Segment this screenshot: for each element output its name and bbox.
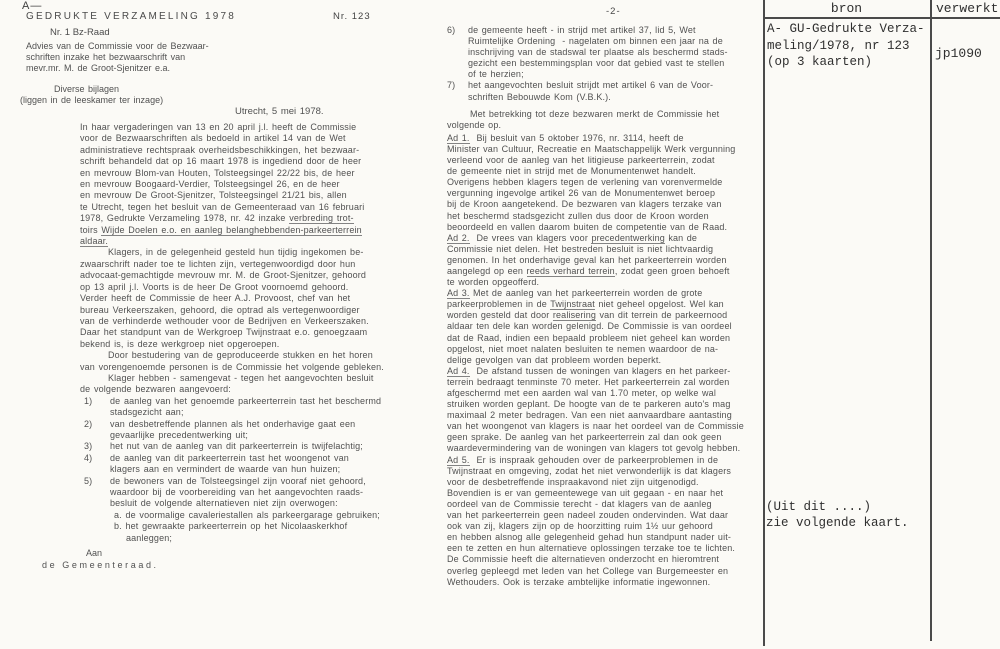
text-line: zie volgende kaart. xyxy=(766,515,909,530)
text-line: Wethouders. Ook is terzake ambtelijke informatie ingewonnen. xyxy=(447,576,711,587)
text-line: gevaarlijke precedentwerking uit; xyxy=(110,429,249,440)
text-line: Twijnstraat en omgeving, zodat het niet verwonderlijk is dat klagers xyxy=(447,465,732,476)
page1-body-text xyxy=(80,122,410,544)
text-line: 4) de aanleg van dit parkeerterrein tast het woongenot van xyxy=(84,452,349,463)
list-number: 2) xyxy=(84,418,93,429)
verwerkt-column-header: verwerkt xyxy=(936,1,999,16)
card-subtitle: Nr. 1 Bz-Raad xyxy=(50,27,110,38)
text-line: administratieve rechtspraak overheidsbeschikkingen, het bezwaar- xyxy=(80,144,360,155)
advies-block xyxy=(26,41,209,73)
text-line: afgeschermd met een aarden wal van 1.70 meter, op welke wal xyxy=(447,388,716,398)
text-line: van het woongenot van klagers is naar het oordeel van de Commissie xyxy=(447,421,744,432)
text-line: overleg gepleegd met leden van het College van Burgemeester en xyxy=(447,565,729,576)
text-line: bekend is, is deze werkgroep niet opgeroepen. xyxy=(80,338,280,349)
text-line: Ad 5. Er is inspraak gehouden over de parkeerproblemen in de xyxy=(447,454,719,465)
text-line: beoordeeld en vallen daarom buiten de competentie van de Raad. xyxy=(447,221,728,232)
list-number: 1) xyxy=(84,395,93,406)
text-line: bij de Kroon aangetekend. De bezwaren van klagers terzake van xyxy=(447,199,722,210)
underlined-text: verbreding trot- xyxy=(289,213,354,224)
text-line: oordeel van de Commissie terecht - dat klagers van de aanleg xyxy=(447,498,712,509)
text-line: meling/1978, nr 123 xyxy=(767,38,910,53)
underlined-text: Ad 4. xyxy=(447,365,470,376)
text-line: worden gesteld dat door realisering van dit terrein de parkeernood xyxy=(447,310,728,321)
text-line: Door bestudering van de geproduceerde stukken en het horen xyxy=(108,350,373,361)
text-line: Ad 3. Met de aanleg van het parkeerterrein worden de grote xyxy=(447,288,703,299)
text-line: volgende op. xyxy=(447,119,502,130)
underlined-text: Wijde Doelen e.o. en aanleg belanghebbenden-parkeerterrein xyxy=(101,224,362,235)
list-number: 4) xyxy=(84,452,93,463)
text-line: 3) het nut van de aanleg van dit parkeerterrein is twijfelachtig; xyxy=(84,441,363,452)
closing-aan: Aan xyxy=(86,548,103,558)
underlined-text: reeds verhard terrein xyxy=(526,265,615,276)
text-line: vergunning ingevolge artikel 26 van de Monumentenwet beroep xyxy=(447,188,716,199)
bijlagen-block xyxy=(20,84,163,106)
dateline: Utrecht, 5 mei 1978. xyxy=(235,106,324,117)
text-line: parkeerproblemen in de Twijnstraat niet geheel opgelost. Wel kan xyxy=(447,299,724,310)
text-line: Met betrekking tot deze bezwaren merkt de Commissie het xyxy=(470,108,720,119)
text-line: bureau Verkeerszaken, gehoord, die optrad als vertegenwoordiger xyxy=(80,304,360,315)
text-line: toirs Wijde Doelen e.o. en aanleg belanghebbenden-parkeerterrein xyxy=(80,224,362,235)
text-line: (liggen in de leeskamer ter inzage) xyxy=(20,94,164,105)
text-line: Minister van Cultuur, Recreatie en Maatschappelijk Werk vergunning xyxy=(447,143,736,154)
text-line: Ruimtelijke Ordening - nagelaten om binnen een jaar na de xyxy=(468,36,723,47)
text-line: Klager hebben - samengevat - tegen het aangevochten besluit xyxy=(108,372,374,383)
text-line: mevr.mr. M. de Groot-Sjenitzer e.a. xyxy=(26,62,171,73)
text-line xyxy=(80,236,410,247)
text-line: voor de desbetreffende inspraakavond niet zijn uitgenodigd. xyxy=(447,476,699,487)
page2-body-text xyxy=(447,25,767,588)
text-line: 1) de aanleg van het genoemde parkeerterrein tast het beschermd xyxy=(84,395,382,406)
bron-column-header: bron xyxy=(830,1,863,16)
text-line: schriften inzake het bezwaarschrift van xyxy=(26,51,186,62)
underlined-text: Ad 1. xyxy=(447,132,470,143)
text-line: advocaat-gemachtigde mevrouw mr. M. de Groot-Sjenitzer, gehoord xyxy=(80,270,367,281)
underlined-text: Twijnstraat xyxy=(550,299,595,310)
text-line: gezicht een bestemmingsplan voor dat gebied vast te stellen xyxy=(468,58,725,69)
series-mark: A— xyxy=(22,0,43,12)
text-line: Klagers, in de gelegenheid gesteld hun tijdig ingekomen be- xyxy=(108,247,364,258)
text-line: en mevrouw De Groot-Sjenitzer, Tolsteegsingel 21/21 bis, allen xyxy=(80,190,347,201)
text-line: 6) de gemeente heeft - in strijd met artikel 37, lid 5, Wet xyxy=(447,25,696,35)
underlined-text: realisering xyxy=(552,310,597,321)
text-line: de gemeente niet in strijd met de Monumentenwet handelt. xyxy=(447,166,696,177)
register-divider-left xyxy=(763,0,765,646)
text-line: aangelegd op een reeds verhard terrein, zodat geen groen behoeft xyxy=(447,265,730,276)
list-number: 7) xyxy=(447,80,456,91)
text-line: De Commissie heeft die alternatieven onderzocht en hieromtrent xyxy=(447,554,720,565)
text-line: Advies van de Commissie voor de Bezwaar- xyxy=(26,41,209,51)
closing-gemeenteraad: de Gemeenteraad. xyxy=(42,560,159,570)
text-line: Overigens hebben klagers tegen de verlening van vorenvermelde xyxy=(447,177,723,188)
text-line: of te herzien; xyxy=(468,69,524,80)
text-line: en mevrouw Boogaard-Verdier, Tolsteegsingel 26, en de heer xyxy=(80,179,340,190)
text-line: Verder heeft de Commissie de heer A.J. Provoost, chef van het xyxy=(80,293,351,304)
text-line: A- GU-Gedrukte Verza- xyxy=(767,22,925,36)
list-number: 3) xyxy=(84,441,93,452)
text-line: Bovendien is er van gemeentewege van uit gegaan - en naar het xyxy=(447,487,724,498)
collection-number: Nr. 123 xyxy=(333,11,371,22)
text-line: voor de Bezwaarschriften als bedoeld in artikel 14 van de Wet xyxy=(80,133,346,144)
text-line: aldaar ten dele kan worden gelenigd. De Commissie is van oordeel xyxy=(447,321,732,332)
text-line: Diverse bijlagen xyxy=(54,84,120,94)
text-line: waardevermindering van de woningen van klagers tot gevolg hebben. xyxy=(447,443,741,454)
text-line: op 13 april j.l. Voorts is de heer De Groot voornoemd gehoord. xyxy=(80,281,349,292)
text-line: van de verhinderde wethouder voor de Bedrijven en Verkeerszaken. xyxy=(80,315,369,326)
text-line: 7) het aangevochten besluit strijdt met artikel 6 van de Voor- xyxy=(447,80,714,91)
underlined-text: Ad 5. xyxy=(447,454,470,465)
list-number: 5) xyxy=(84,475,93,486)
text-line: verleend voor de aanleg van het litigieuse parkeerterrein, zodat xyxy=(447,155,715,166)
text-line: aanleggen; xyxy=(126,532,173,543)
text-line: en mevrouw Blom-van Houten, Tolsteegsingel 22/22 bis, de heer xyxy=(80,167,355,178)
text-line: opgelost, niet moet nalaten besluiten te nemen waardoor de na- xyxy=(447,343,719,354)
underlined-text: aldaar. xyxy=(80,236,109,247)
text-line: maximaal 2 meter bedragen. Van een niet aanvaardbare aantasting xyxy=(447,410,732,421)
text-line: (Uit dit ....) xyxy=(766,500,872,514)
text-line: struiken worden geplant. De hoogte van de te parkeren auto's mag xyxy=(447,399,731,410)
text-line: b. het gewraakte parkeerterrein op het Nicolaaskerkhof xyxy=(114,521,348,532)
text-line: (op 3 kaarten) xyxy=(767,55,873,69)
underlined-text: Ad 2. xyxy=(447,232,470,243)
text-line: besluit de volgende alternatieven niet zijn overwogen: xyxy=(110,498,338,509)
list-number: 6) xyxy=(447,25,456,35)
text-line: waardoor bij de voorbereiding van het aangevochten raads- xyxy=(110,487,364,497)
text-line: dat de Raad, indien een bepaald probleem niet geheel kan worden xyxy=(447,332,731,343)
text-line: Ad 2. De vrees van klagers voor precedentwerking kan de xyxy=(447,232,698,243)
text-line: In haar vergaderingen van 13 en 20 april j.l. heeft de Commissie xyxy=(80,122,357,132)
page-number: -2- xyxy=(606,6,621,17)
text-line: klagers aan en vermindert de waarde van hun huizen; xyxy=(110,464,341,475)
text-line: van het parkeerterrein geen nadeel zouden ondervinden. Wat daar xyxy=(447,510,729,521)
text-line: inschrijving van de stadswal ter plaatse als beschermd stads- xyxy=(468,47,728,58)
bron-entry xyxy=(767,21,925,71)
text-line: een te zetten en hun alternatieve oplossingen terzake toe te lichten. xyxy=(447,543,736,554)
text-line: a. de voormalige cavaleriestallen als parkeergarage gebruiken; xyxy=(114,509,380,520)
text-line: zwaarschrift nader toe te lichten zijn, vertegenwoordigd door hun xyxy=(80,258,356,269)
text-line: terrein bedraagt tenminste 70 meter. Het parkeerterrein zal worden xyxy=(447,376,730,387)
text-line: Ad 4. De afstand tussen de woningen van klagers en het parkeer- xyxy=(447,365,731,376)
register-divider-right xyxy=(930,0,932,641)
text-line: de volgende bezwaren aangevoerd: xyxy=(80,384,231,395)
text-line: ook van zij, klagers zijn op de hoorzitting ruim 1½ uur gehoord xyxy=(447,521,713,532)
text-line: 5) de bewoners van de Tolsteegsingel zijn vooraf niet gehoord, xyxy=(84,475,366,486)
underlined-text: precedentwerking xyxy=(591,232,665,243)
verwerkt-entry: jp1090 xyxy=(935,46,982,61)
text-line: schrift behandeld dat op 16 maart 1978 is ingediend door de heer xyxy=(80,156,362,167)
text-line: te worden opgeofferd. xyxy=(447,277,540,288)
collection-title: GEDRUKTE VERZAMELING 1978 xyxy=(26,11,237,22)
register-header-rule xyxy=(763,17,1000,19)
text-line: Ad 1. Bij besluit van 5 oktober 1976, nr. 3114, heeft de xyxy=(447,132,684,143)
underlined-text: Ad 3. xyxy=(447,288,470,299)
text-line: 1978, Gedrukte Verzameling 1978, nr. 42 inzake verbreding trot- xyxy=(80,213,354,224)
text-line: Daar het standpunt van de Werkgroep Twijnstraat e.o. genoegzaam xyxy=(80,327,368,338)
text-line: en hebben alsnog alle gelegenheid gehad hun standpunt nader uit- xyxy=(447,532,732,543)
text-line: geen sprake. De aanleg van het parkeerterrein zal dan ook geen xyxy=(447,432,722,443)
text-line: 2) van desbetreffende plannen als het onderhavige gaat een xyxy=(84,418,356,429)
text-line: stadsgezicht aan; xyxy=(110,407,184,418)
register-note xyxy=(766,500,909,531)
text-line: delige gevolgen van dat probleem worden beperkt. xyxy=(447,354,662,365)
text-line: schriften Bebouwde Kom (V.B.K.). xyxy=(468,91,611,102)
text-line: Commissie niet delen. Het bestreden besluit is niet lichtvaardig xyxy=(447,243,714,254)
text-line: van vorengenoemde personen is de Commissie het volgende gebleken. xyxy=(80,361,384,372)
text-line: genomen. In het onderhavige geval kan het parkeerterrein worden xyxy=(447,254,727,265)
text-line: het beschermd stadsgezicht zullen dus door de Kroon worden xyxy=(447,210,709,221)
text-line: te Utrecht, tegen het besluit van de Gemeenteraad van 16 februari xyxy=(80,201,365,212)
